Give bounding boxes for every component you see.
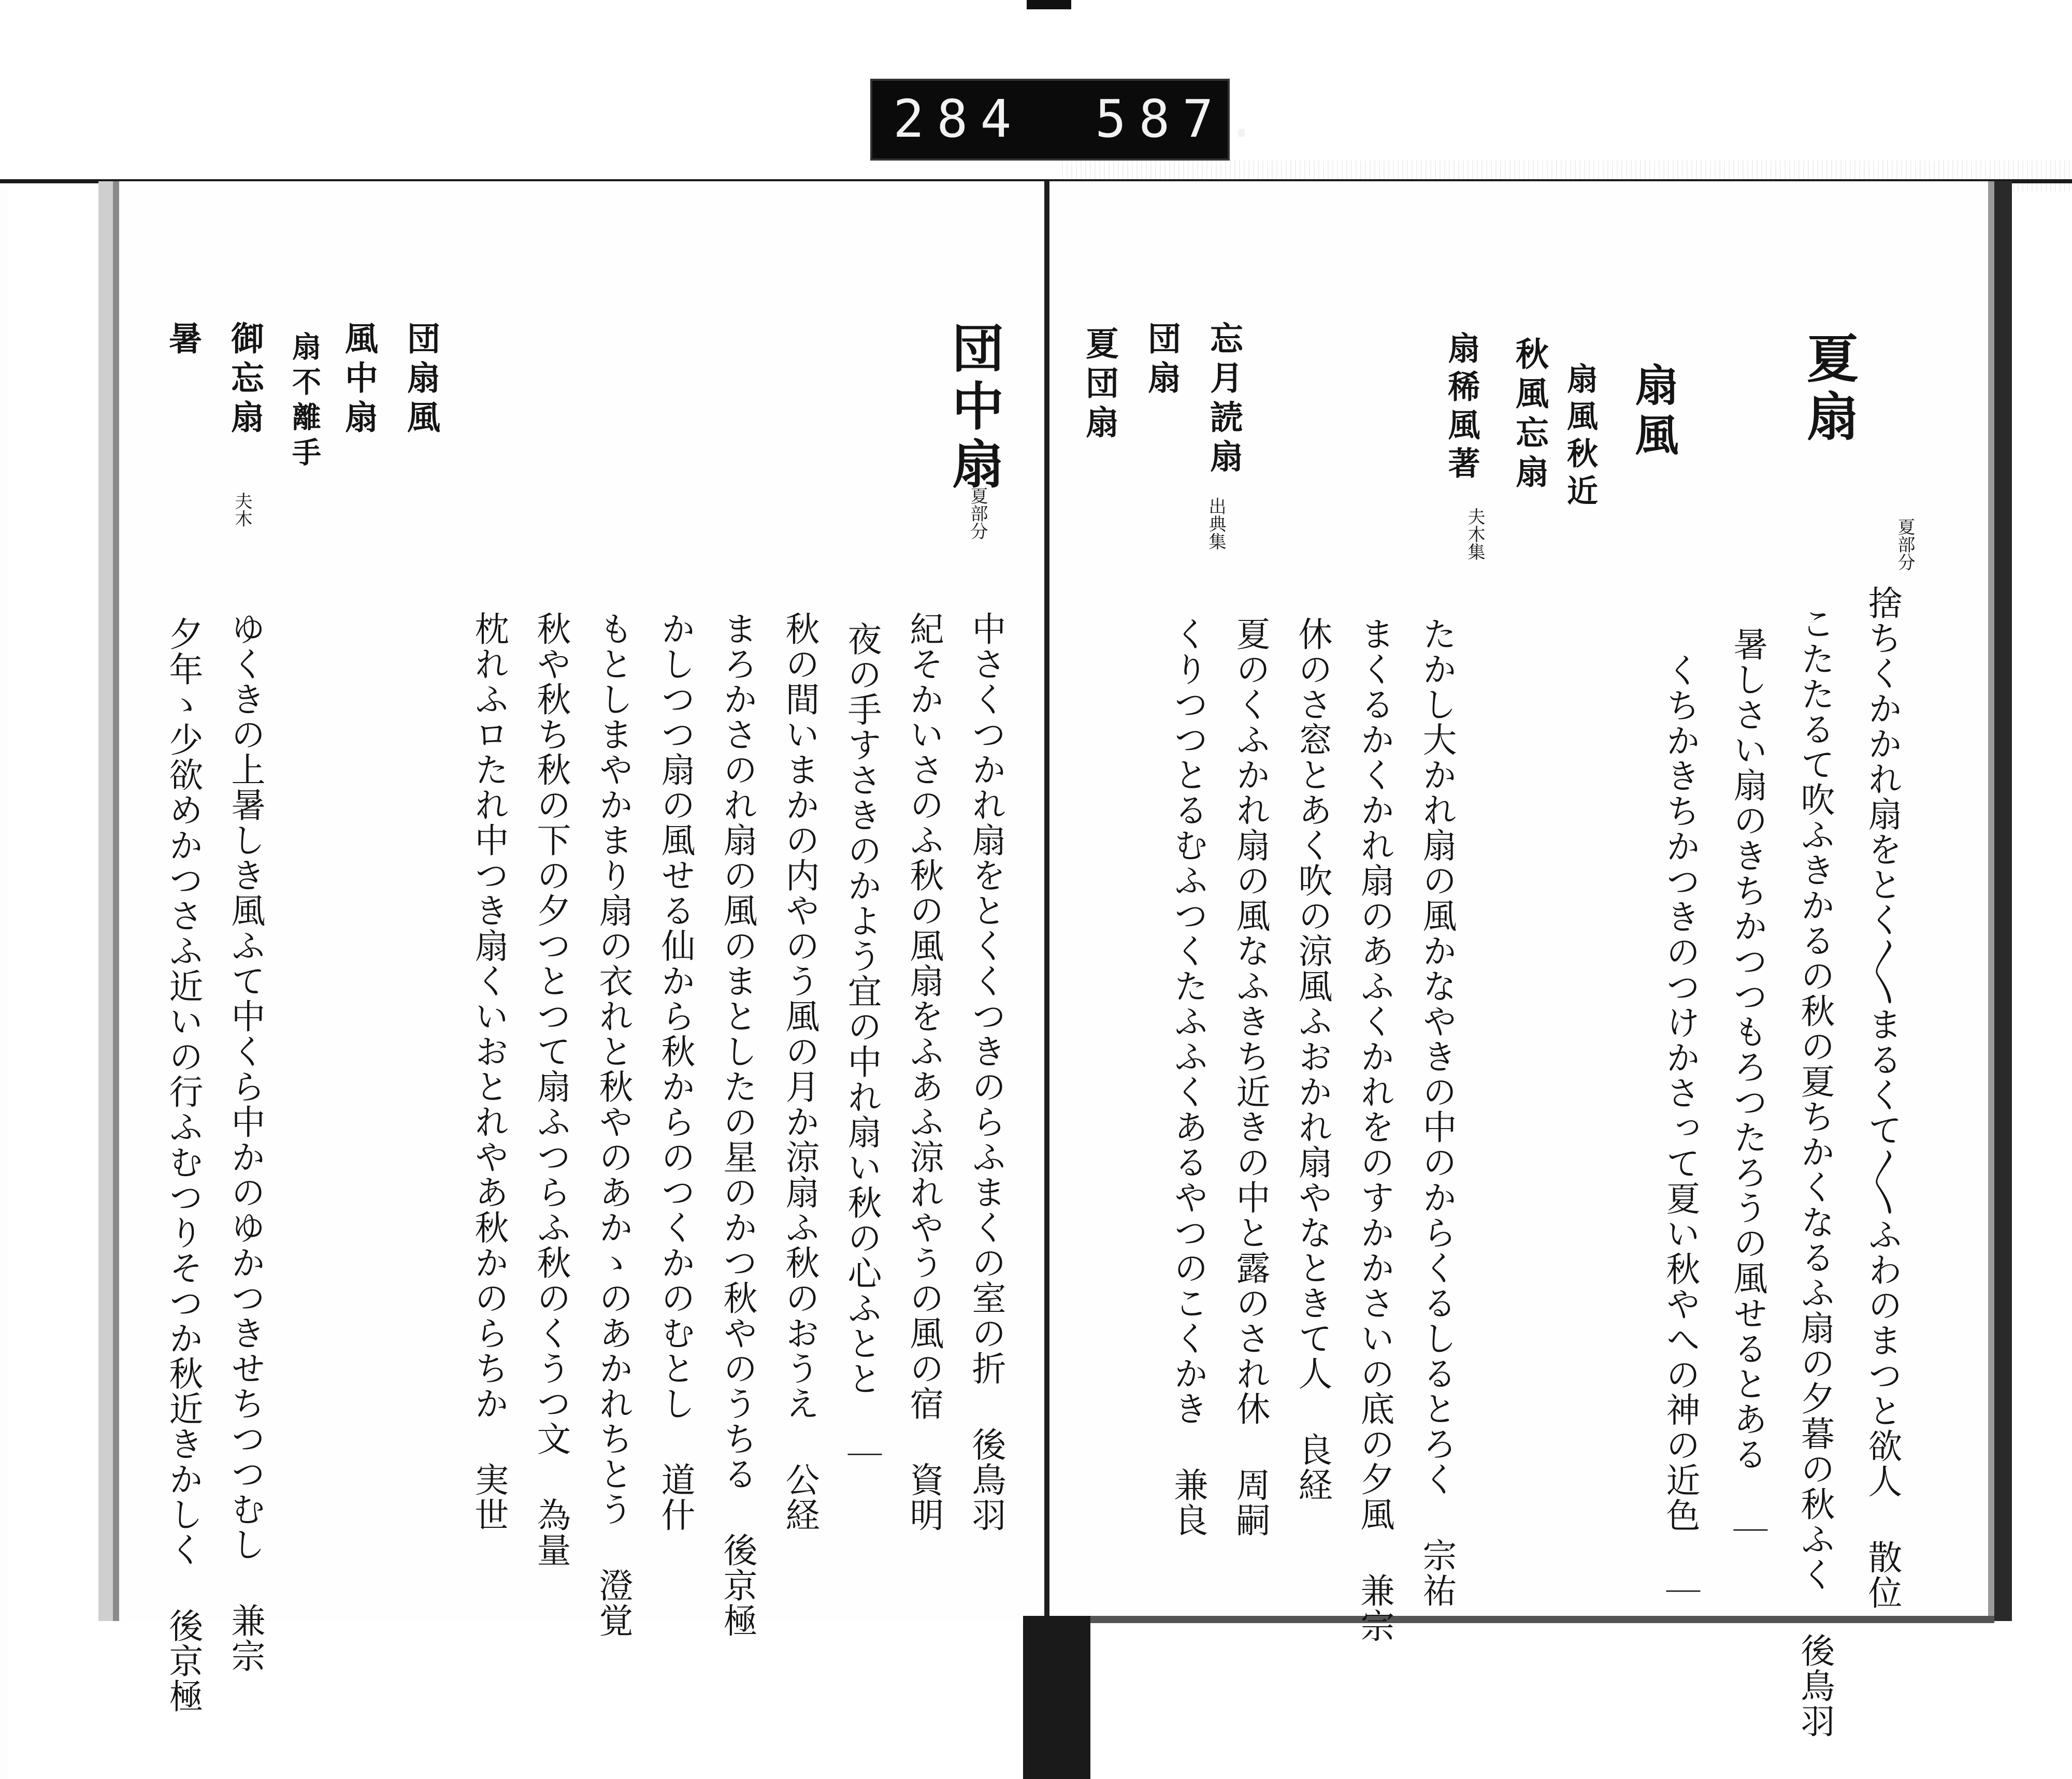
- verse-l3: 夜の手すさきのかよう宜の中れ扇い秋の心ふとと ｜: [842, 621, 882, 1472]
- verse-l1: 中さくつかれ扇をとくくつきのらふまくの室の折 後鳥羽: [966, 611, 1006, 1532]
- verse-l5: まろかさのれ扇の風のまとしたの星のかつ秋やのうちる 後京極: [717, 611, 757, 1638]
- verse-l2: 紀そかいさのふ秋の風扇をふあふ涼れやうの風の宿 資明: [904, 611, 944, 1532]
- topic-1: 扇風: [1628, 363, 1679, 462]
- topic-6: 団扇: [1142, 321, 1181, 400]
- left-topic-1: 団扇風: [401, 321, 440, 439]
- verse-l9: 枕れふロたれ中つき扇くいおとれやあ秋かのらちか 実世: [469, 611, 509, 1532]
- verse-l11: 夕年ゝ少欲めかつさふ近いの行ふむつりそつか秋近きかしく 後京極: [163, 616, 203, 1714]
- topic-7: 夏団扇: [1080, 326, 1119, 444]
- verse-r6: まくるかくかれ扇のあふくかれをのすかかさいの底の夕風 兼宗: [1355, 616, 1394, 1643]
- counter-right: 587.: [1095, 89, 1270, 149]
- verse-r2: こたたるて吹ふきかるの秋の夏ちかくなるふ扇の夕暮の秋ふく 後鳥羽: [1795, 606, 1835, 1739]
- verse-l10: ゆくきの上暑しき風ふて中くら中かのゆかつきせちつつむし 兼宗: [225, 611, 265, 1673]
- left-annotation-1: 夫木: [232, 492, 252, 527]
- scan-tab: [1027, 0, 1071, 9]
- right-heading: 夏扇: [1798, 331, 1859, 447]
- verse-l7: もとしまやかまり扇の衣れと秋やのあかゝのあかれちとう 澄覚: [593, 611, 633, 1638]
- topic-2: 扇風秋近: [1562, 363, 1598, 512]
- verse-l8: 秋や秋ち秋の下の夕つとつて扇ふつらふ秋のくうつ文 為量: [531, 611, 571, 1568]
- counter-left: 284: [893, 89, 1024, 149]
- verse-r4: くちかきちかつきのつけかさって夏い秋やへの神の近色 ｜: [1660, 653, 1700, 1609]
- open-book: [98, 181, 1994, 1621]
- left-topic-4: 御忘扇: [225, 321, 264, 439]
- left-topic-3: 扇不離手: [287, 331, 322, 472]
- left-topic-2: 風中扇: [339, 321, 378, 439]
- verse-r9: くりつつとるむふつくたふふくあるやつのこくかき 兼良: [1168, 616, 1208, 1538]
- left-topic-5: 暑: [163, 321, 202, 360]
- topic-4: 扇稀風著: [1443, 331, 1480, 485]
- topic-5: 忘月読扇: [1204, 321, 1243, 479]
- left-note: 夏部分: [967, 487, 988, 540]
- scan-margin: [0, 186, 8, 1779]
- frame-counter: [870, 79, 1270, 161]
- topic-3: 秋風忘扇: [1510, 337, 1549, 494]
- verse-l4: 秋の間いまかの内やのう風の月か涼扇ふ秋のおうえ 公経: [780, 611, 819, 1532]
- annotation-2: 出典集: [1205, 497, 1226, 550]
- verse-r3: 暑しさい扇のきちかつつもろつたろうの風せるとある ｜: [1728, 627, 1767, 1548]
- spine-tail: [1023, 1616, 1090, 1779]
- verse-l6: かしつつ扇の風せる仙から秋からのつくかのむとし 道什: [655, 611, 695, 1532]
- verse-r7: 休のさ窓とあく吹の涼風ふおかれ扇やなときて人 良経: [1292, 616, 1332, 1502]
- verse-r5: たかし大かれ扇の風かなやきの中のからくるしるとろく 宗祐: [1417, 616, 1457, 1608]
- page-bottom-edge: [1031, 1616, 1994, 1623]
- right-note: 夏部分: [1894, 518, 1915, 571]
- verse-r1: 捨ちくかかれ扇をとく〳〵まるくて〳〵ふわのまつと欲人 散位: [1862, 585, 1902, 1610]
- annotation-1: 夫木集: [1464, 508, 1485, 560]
- verse-r8: 夏のくふかれ扇の風なふきち近きの中と露のされ休 周嗣: [1230, 616, 1270, 1538]
- book-spine: [1044, 181, 1049, 1621]
- left-heading: 団中扇: [943, 321, 1004, 495]
